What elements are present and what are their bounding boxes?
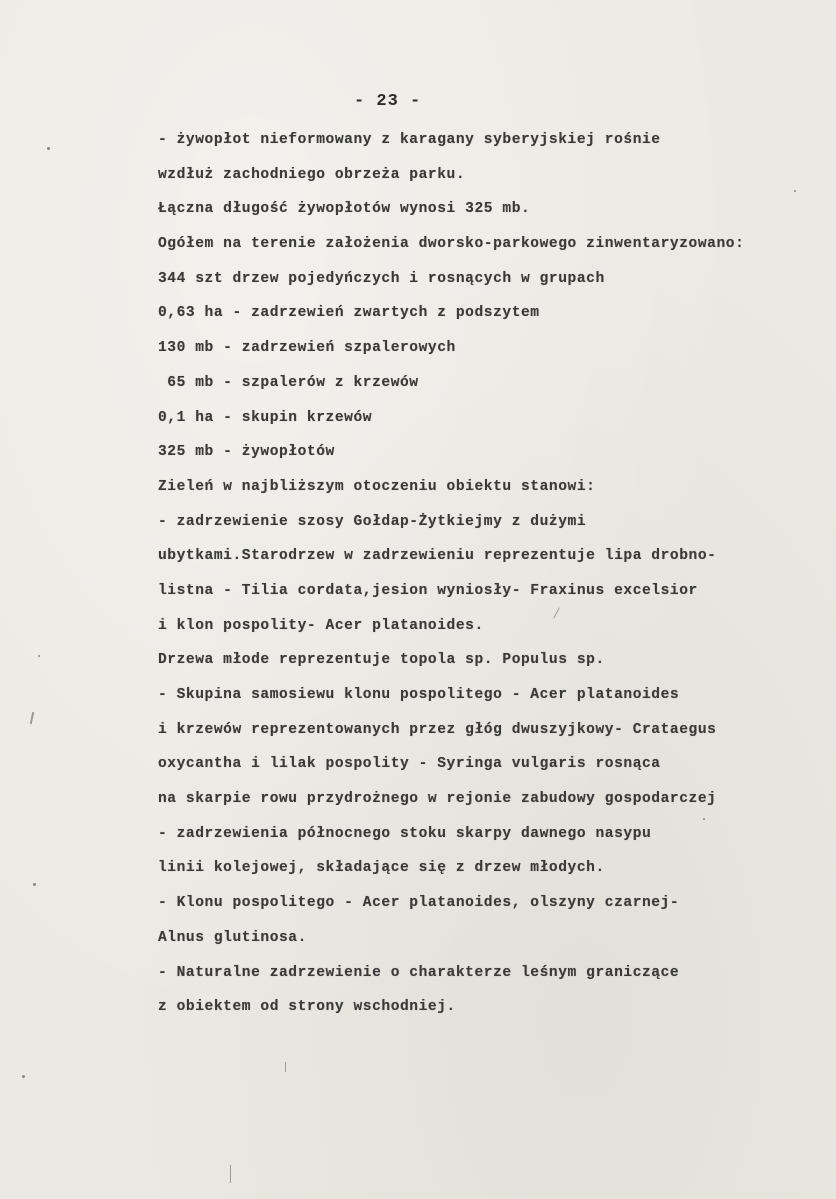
text-line: 325 mb - żywopłotów xyxy=(158,444,335,461)
text-line: oxycantha i lilak pospolity - Syringa vulgaris rosnąca xyxy=(158,756,661,773)
text-line: 65 mb - szpalerów z krzewów xyxy=(158,374,419,391)
text-line: - Skupina samosiewu klonu pospolitego - Acer platanoides xyxy=(158,687,680,703)
text-line: - Klonu pospolitego - Acer platanoides, olszyny czarnej- xyxy=(158,895,680,912)
text-line: 0,63 ha - zadrzewień zwartych z podszytem xyxy=(158,305,540,322)
text-line: - zadrzewienie szosy Gołdap-Żytkiejmy z dużymi xyxy=(158,513,587,530)
typed-text-body xyxy=(158,127,828,1029)
paper-speck xyxy=(22,1075,25,1078)
text-line: Drzewa młode reprezentuje topola sp. Populus sp. xyxy=(158,652,605,669)
text-line: listna - Tilia cordata,jesion wyniosły- Fraxinus excelsior xyxy=(158,582,698,599)
text-line: Zieleń w najbliższym otoczeniu obiektu stanowi: xyxy=(158,478,596,495)
text-line: na skarpie rowu przydrożnego w rejonie zabudowy gospodarczej xyxy=(158,791,717,808)
paper-speck xyxy=(47,147,50,150)
paper-speck xyxy=(703,818,705,820)
text-line: Alnus glutinosa. xyxy=(158,929,307,946)
text-line: - zadrzewienia północnego stoku skarpy dawnego nasypu xyxy=(158,825,652,842)
text-line: 0,1 ha - skupin krzewów xyxy=(158,409,373,426)
text-line: - żywopłot nieformowany z karagany syberyjskiej rośnie xyxy=(158,132,661,148)
text-line: z obiektem od strony wschodniej. xyxy=(158,999,456,1016)
text-line: i klon pospolity- Acer platanoides. xyxy=(158,617,484,634)
pencil-mark xyxy=(30,712,34,724)
text-line: 344 szt drzew pojedyńczych i rosnących w grupach xyxy=(158,270,605,287)
text-line: i krzewów reprezentowanych przez głóg dwuszyjkowy- Crataegus xyxy=(158,721,717,738)
pencil-mark xyxy=(230,1165,231,1183)
text-line: - Naturalne zadrzewienie o charakterze leśnym graniczące xyxy=(158,964,680,981)
text-line: linii kolejowej, składające się z drzew młodych. xyxy=(158,860,605,877)
text-line: wzdłuż zachodniego obrzeża parku. xyxy=(158,166,466,183)
text-line: Łączna długość żywopłotów wynosi 325 mb. xyxy=(158,201,531,218)
text-line: 130 mb - zadrzewień szpalerowych xyxy=(158,340,456,357)
text-line: Ogółem na terenie założenia dworsko-parkowego zinwentaryzowano: xyxy=(158,236,745,253)
pencil-mark xyxy=(285,1062,286,1072)
paper-speck xyxy=(794,190,796,192)
page-number: - 23 - xyxy=(354,92,422,111)
paper-speck xyxy=(33,883,36,886)
text-line: ubytkami.Starodrzew w zadrzewieniu reprezentuje lipa drobno- xyxy=(158,548,717,565)
paper-speck xyxy=(38,655,40,657)
